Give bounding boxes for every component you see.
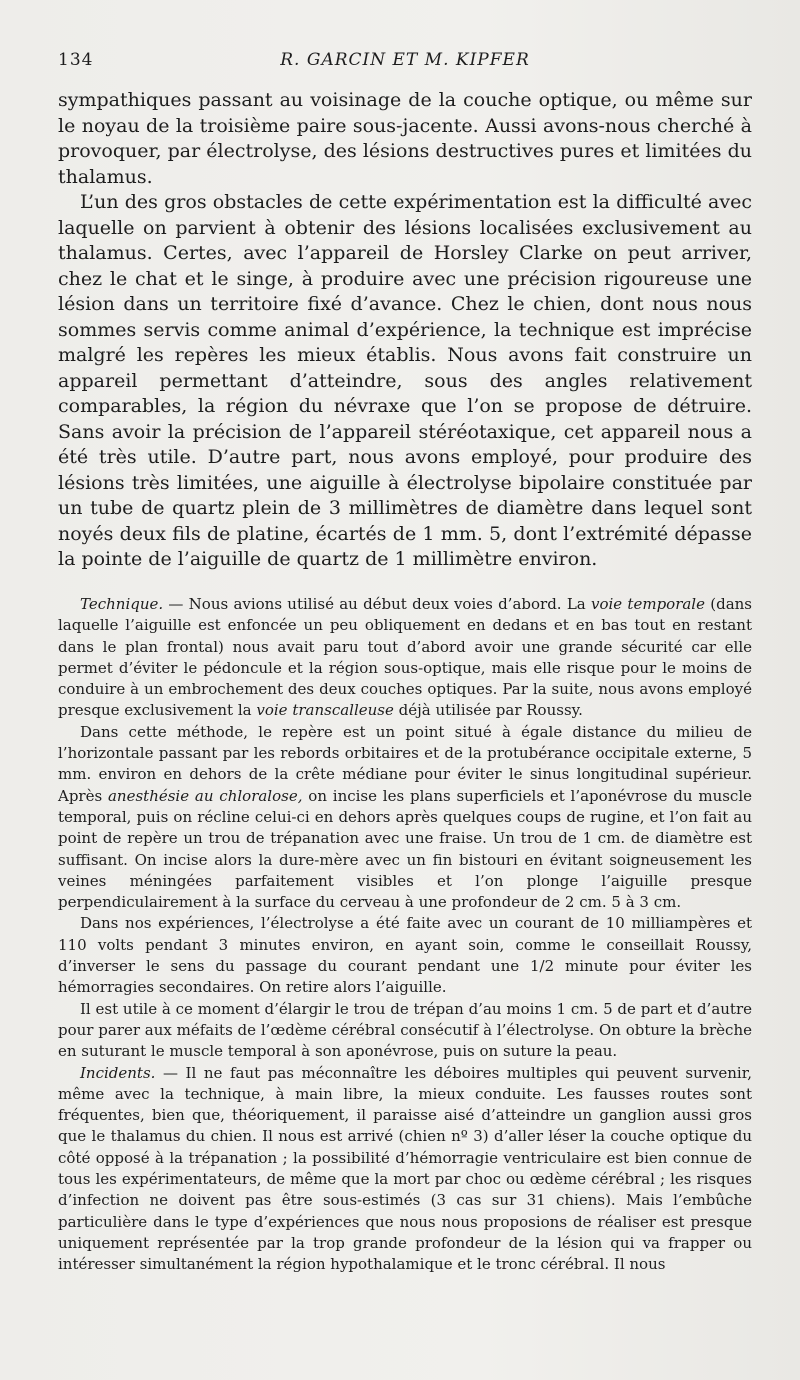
technique-text-b: déjà utilisée par Roussy. <box>393 701 583 720</box>
incidents-label: Incidents. <box>80 1063 156 1082</box>
paragraph-obstacles: L’un des gros obstacles de cette expérimentation est la difficulté avec laquelle on parvient à obtenir des lésions localisées exclusivement au thalamus. Certes, avec l’appareil de Horsley Clarke on peut arriver, chez le chat et le singe, à produire avec une précision rigoureuse une lésion dans un territoire fixé d’avance. Chez le chien, dont nous nous sommes servis comme animal d’expérience, la technique est imprécise malgré les repères les mieux établis. Nous avons fait construire un appareil permettant d’atteindre, sous des angles relativement comparables, la région du névraxe que l’on se propose de détruire. Sans avoir la précision de l’appareil stéréotaxique, cet appareil nous a été très utile. D’autre part, nous avons employé, pour produire des lésions très limitées, une aiguille à électrolyse bipolaire constituée par un tube de quartz plein de 3 millimètres de diamètre dans lequel sont noyés deux fils de platine, écartés de 1 mm. 5, dont l’extrémité dépasse la pointe de l’aiguille de quartz de 1 millimètre environ. <box>58 191 752 570</box>
methode-text-a: Dans cette méthode, le repère est un point situé à égale distance du milieu de l’horizontale passant par les rebords orbitaires et de la protubérance occipitale externe, 5 mm. environ en dehors de la crête médiane pour éviter le sinus longitudinal supérieur. Après <box>58 722 752 805</box>
small-print-section <box>58 594 752 1276</box>
incidents-paragraph <box>58 1063 752 1276</box>
body-text <box>58 88 752 573</box>
methode-paragraph <box>58 722 752 914</box>
technique-text-a: (dans laquelle l’aiguille est enfoncée un peu obliquement en dedans et en bas tout en restant dans le plan frontal) nous avait paru tout d’abord avoir une grande sécurité car elle permet d’éviter le pédoncule et la région sous-optique, mais elle risque pour le moins de conduire à un embrochement des deux couches optiques. Par la suite, nous avons employé presque exclusivement la <box>58 595 752 720</box>
term-voie-transcalleuse: voie transcalleuse <box>256 701 394 720</box>
incidents-text: — Il ne faut pas méconnaître les déboires multiples qui peuvent survenir, même avec la technique, à main libre, la mieux conduite. Les fausses routes sont fréquentes, bien que, théoriquement, il paraisse aisé d’atteindre un ganglion aussi gros que le thalamus du chien. Il nous est arrivé (chien nº 3) d’aller léser la couche optique du côté opposé à la trépanation ; la possibilité d’hémorragie ventriculaire est bien connue de tous les expérimentateurs, de même que la mort par choc ou œdème cérébral ; les risques d’infection ne doivent pas être sous-estimés (3 cas sur 31 chiens). Mais l’embûche particulière dans le type d’expériences que nous nous proposions de réaliser est presque uniquement représentée par la trop grande profondeur de la lésion qui va frapper ou intéresser simultanément la région hypothalamique et le tronc cérébral. Il nous <box>58 1063 752 1274</box>
page-number: 134 <box>58 50 94 70</box>
experiences-paragraph: Dans nos expériences, l’électrolyse a été faite avec un courant de 10 milliampères et 110 volts pendant 3 minutes environ, en ayant soin, comme le conseillait Roussy, d’inverser le sens du passage du courant pendant une 1/2 minute pour éviter les hémorragies secondaires. On retire alors l’aiguille. <box>58 914 752 997</box>
technique-paragraph <box>58 594 752 722</box>
term-anesthesie: anesthésie au chloralose, <box>107 786 303 805</box>
running-title: R. GARCIN ET M. KIPFER <box>280 50 530 70</box>
elargir-paragraph: Il est utile à ce moment d’élargir le trou de trépan d’au moins 1 cm. 5 de part et d’autre pour parer aux méfaits de l’œdème cérébral consécutif à l’électrolyse. On obture la brèche en suturant le muscle temporal à son aponévrose, puis on suture la peau. <box>58 999 752 1061</box>
technique-label: Technique. <box>80 595 164 613</box>
methode-text-b: on incise les plans superficiels et l’aponévrose du muscle temporal, puis on récline celui-ci en dehors après quelques coups de rugine, et l’on fait au point de repère un trou de trépanation avec une fraise. Un trou de 1 cm. de diamètre est suffisant. On incise alors la dure-mère avec un fin bistouri en évitant soigneusement les veines méningées parfaitement visibles et l’on plonge l’aiguille presque perpendiculairement à la surface du cerveau à une profondeur de 2 cm. 5 à 3 cm. <box>58 786 752 912</box>
technique-text-intro: — Nous avions utilisé au début deux voies d’abord. La <box>163 595 591 613</box>
page-header <box>58 50 752 76</box>
paragraph-continuation: sympathiques passant au voisinage de la couche optique, ou même sur le noyau de la troisième paire sous-jacente. Aussi avons-nous cherché à provoquer, par électrolyse, des lésions destructives pures et limitées du thalamus. <box>58 89 752 188</box>
term-voie-temporale: voie temporale <box>591 595 705 613</box>
